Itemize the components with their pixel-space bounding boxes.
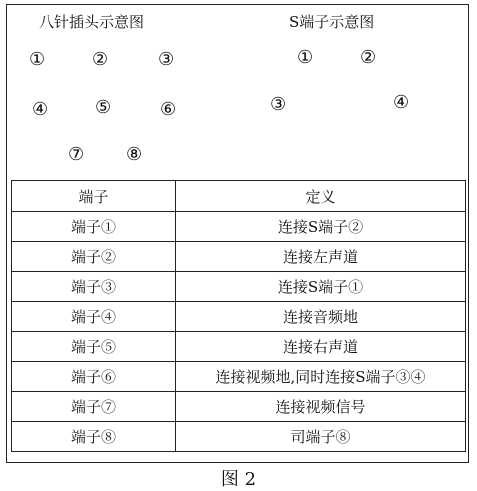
- eight-pin-title: 八针插头示意图: [39, 13, 145, 31]
- table-row: [12, 422, 466, 452]
- definition-cell: 连接视频信号: [176, 392, 466, 422]
- definition-cell: 司端子⑧: [176, 422, 466, 452]
- table-row: [12, 332, 466, 362]
- figure-caption: 图 2: [220, 469, 257, 490]
- definition-cell: 连接S端子①: [176, 272, 466, 302]
- header-terminal: 端子: [12, 181, 176, 212]
- terminal-cell: 端子②: [12, 242, 176, 272]
- eight-pin-1: ①: [29, 49, 46, 70]
- eight-pin-8: ⑧: [126, 144, 143, 165]
- table-row: [12, 272, 466, 302]
- terminal-cell: 端子⑤: [12, 332, 176, 362]
- s-terminal-4: ④: [393, 92, 410, 113]
- definition-cell: 连接S端子②: [176, 212, 466, 242]
- eight-pin-3: ③: [158, 49, 175, 70]
- table-row: [12, 242, 466, 272]
- terminal-cell: 端子⑥: [12, 362, 176, 392]
- eight-pin-5: ⑤: [95, 97, 112, 118]
- terminal-cell: 端子④: [12, 302, 176, 332]
- terminal-cell: 端子⑧: [12, 422, 176, 452]
- s-terminal-2: ②: [360, 47, 377, 68]
- eight-pin-2: ②: [92, 49, 109, 70]
- eight-pin-7: ⑦: [68, 144, 85, 165]
- s-terminal-3: ③: [270, 94, 287, 115]
- eight-pin-4: ④: [32, 99, 49, 120]
- definition-cell: 连接视频地,同时连接S端子③④: [176, 362, 466, 392]
- definition-cell: 连接音频地: [176, 302, 466, 332]
- table-row: [12, 392, 466, 422]
- table-row: [12, 362, 466, 392]
- terminal-definition-table: [11, 180, 466, 452]
- table-header-row: [12, 181, 466, 212]
- eight-pin-6: ⑥: [160, 99, 177, 120]
- definition-cell: 连接右声道: [176, 332, 466, 362]
- s-terminal-1: ①: [297, 47, 314, 68]
- figure-frame: [6, 4, 469, 463]
- terminal-cell: 端子③: [12, 272, 176, 302]
- terminal-cell: 端子①: [12, 212, 176, 242]
- terminal-cell: 端子⑦: [12, 392, 176, 422]
- s-terminal-title: S端子示意图: [289, 13, 375, 31]
- table-row: [12, 302, 466, 332]
- table-row: [12, 212, 466, 242]
- definition-cell: 连接左声道: [176, 242, 466, 272]
- header-definition: 定义: [176, 181, 466, 212]
